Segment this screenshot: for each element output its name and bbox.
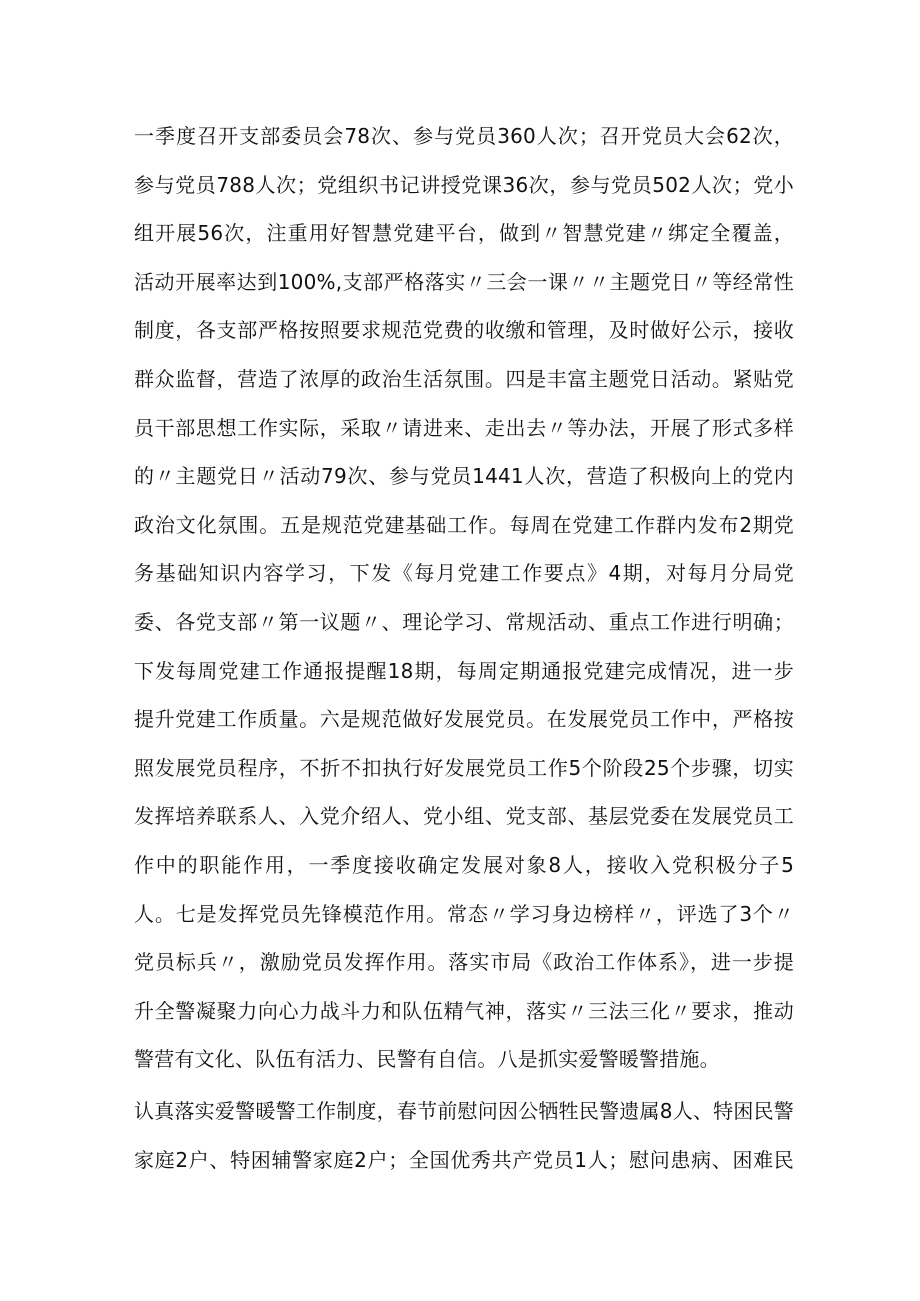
text-line: 家庭2户、特困辅警家庭2户；全国优秀共产党员1人；慰问患病、困难民 [134,1147,794,1172]
text-line: 党员标兵〃，激励党员发挥作用。落实市局《政治工作体系》，进一步提 [134,950,794,975]
text-line: 下发每周党建工作通报提醒18期，每周定期通报党建完成情况，进一步 [134,658,794,683]
text-line: 一季度召开支部委员会78次、参与党员360人次；召开党员大会62次， [134,124,794,148]
text-line: 的〃主题党日〃活动79次、参与党员1441人次，营造了积极向上的党内 [134,464,794,489]
text-line: 人。七是发挥党员先锋模范作用。常态〃学习身边榜样〃，评选了3个〃 [134,901,794,926]
text-line: 照发展党员程序，不折不扣执行好发展党员工作5个阶段25个步骤，切实 [134,755,794,780]
text-line: 提升党建工作质量。六是规范做好发展党员。在发展党员工作中，严格按 [134,707,794,732]
text-line: 群众监督，营造了浓厚的政治生活氛围。四是丰富主题党日活动。紧贴党 [134,366,794,391]
text-line: 升全警凝聚力向心力战斗力和队伍精气神，落实〃三法三化〃要求，推动 [134,998,794,1023]
text-line: 政治文化氛围。五是规范党建基础工作。每周在党建工作群内发布2期党 [134,512,794,537]
text-line: 认真落实爱警暖警工作制度，春节前慰问因公牺牲民警遗属8人、特困民警 [134,1099,794,1123]
text-line: 务基础知识内容学习，下发《每月党建工作要点》4期，对每月分局党 [134,561,794,586]
text-line: 警营有文化、队伍有活力、民警有自信。八是抓实爱警暖警措施。 [134,1047,720,1072]
text-line: 组开展56次，注重用好智慧党建平台，做到〃智慧党建〃绑定全覆盖， [134,221,794,246]
paragraph-2 [134,1087,794,1184]
text-line: 作中的职能作用，一季度接收确定发展对象8人，接收入党积极分子5 [134,852,794,877]
text-line: 制度，各支部严格按照要求规范党费的收缴和管理，及时做好公示，接收 [134,318,794,343]
paragraph-1 [134,112,794,1084]
text-line: 参与党员788人次；党组织书记讲授党课36次，参与党员502人次；党小 [134,172,794,197]
text-line: 活动开展率达到100%,支部严格落实〃三会一课〃〃主题党日〃等经常性 [134,269,794,294]
text-line: 员干部思想工作实际，采取〃请进来、走出去〃等办法，开展了形式多样 [134,415,794,440]
text-line: 委、各党支部〃第一议题〃、理论学习、常规活动、重点工作进行明确； [134,609,794,634]
text-line: 发挥培养联系人、入党介绍人、党小组、党支部、基层党委在发展党员工 [134,804,794,829]
